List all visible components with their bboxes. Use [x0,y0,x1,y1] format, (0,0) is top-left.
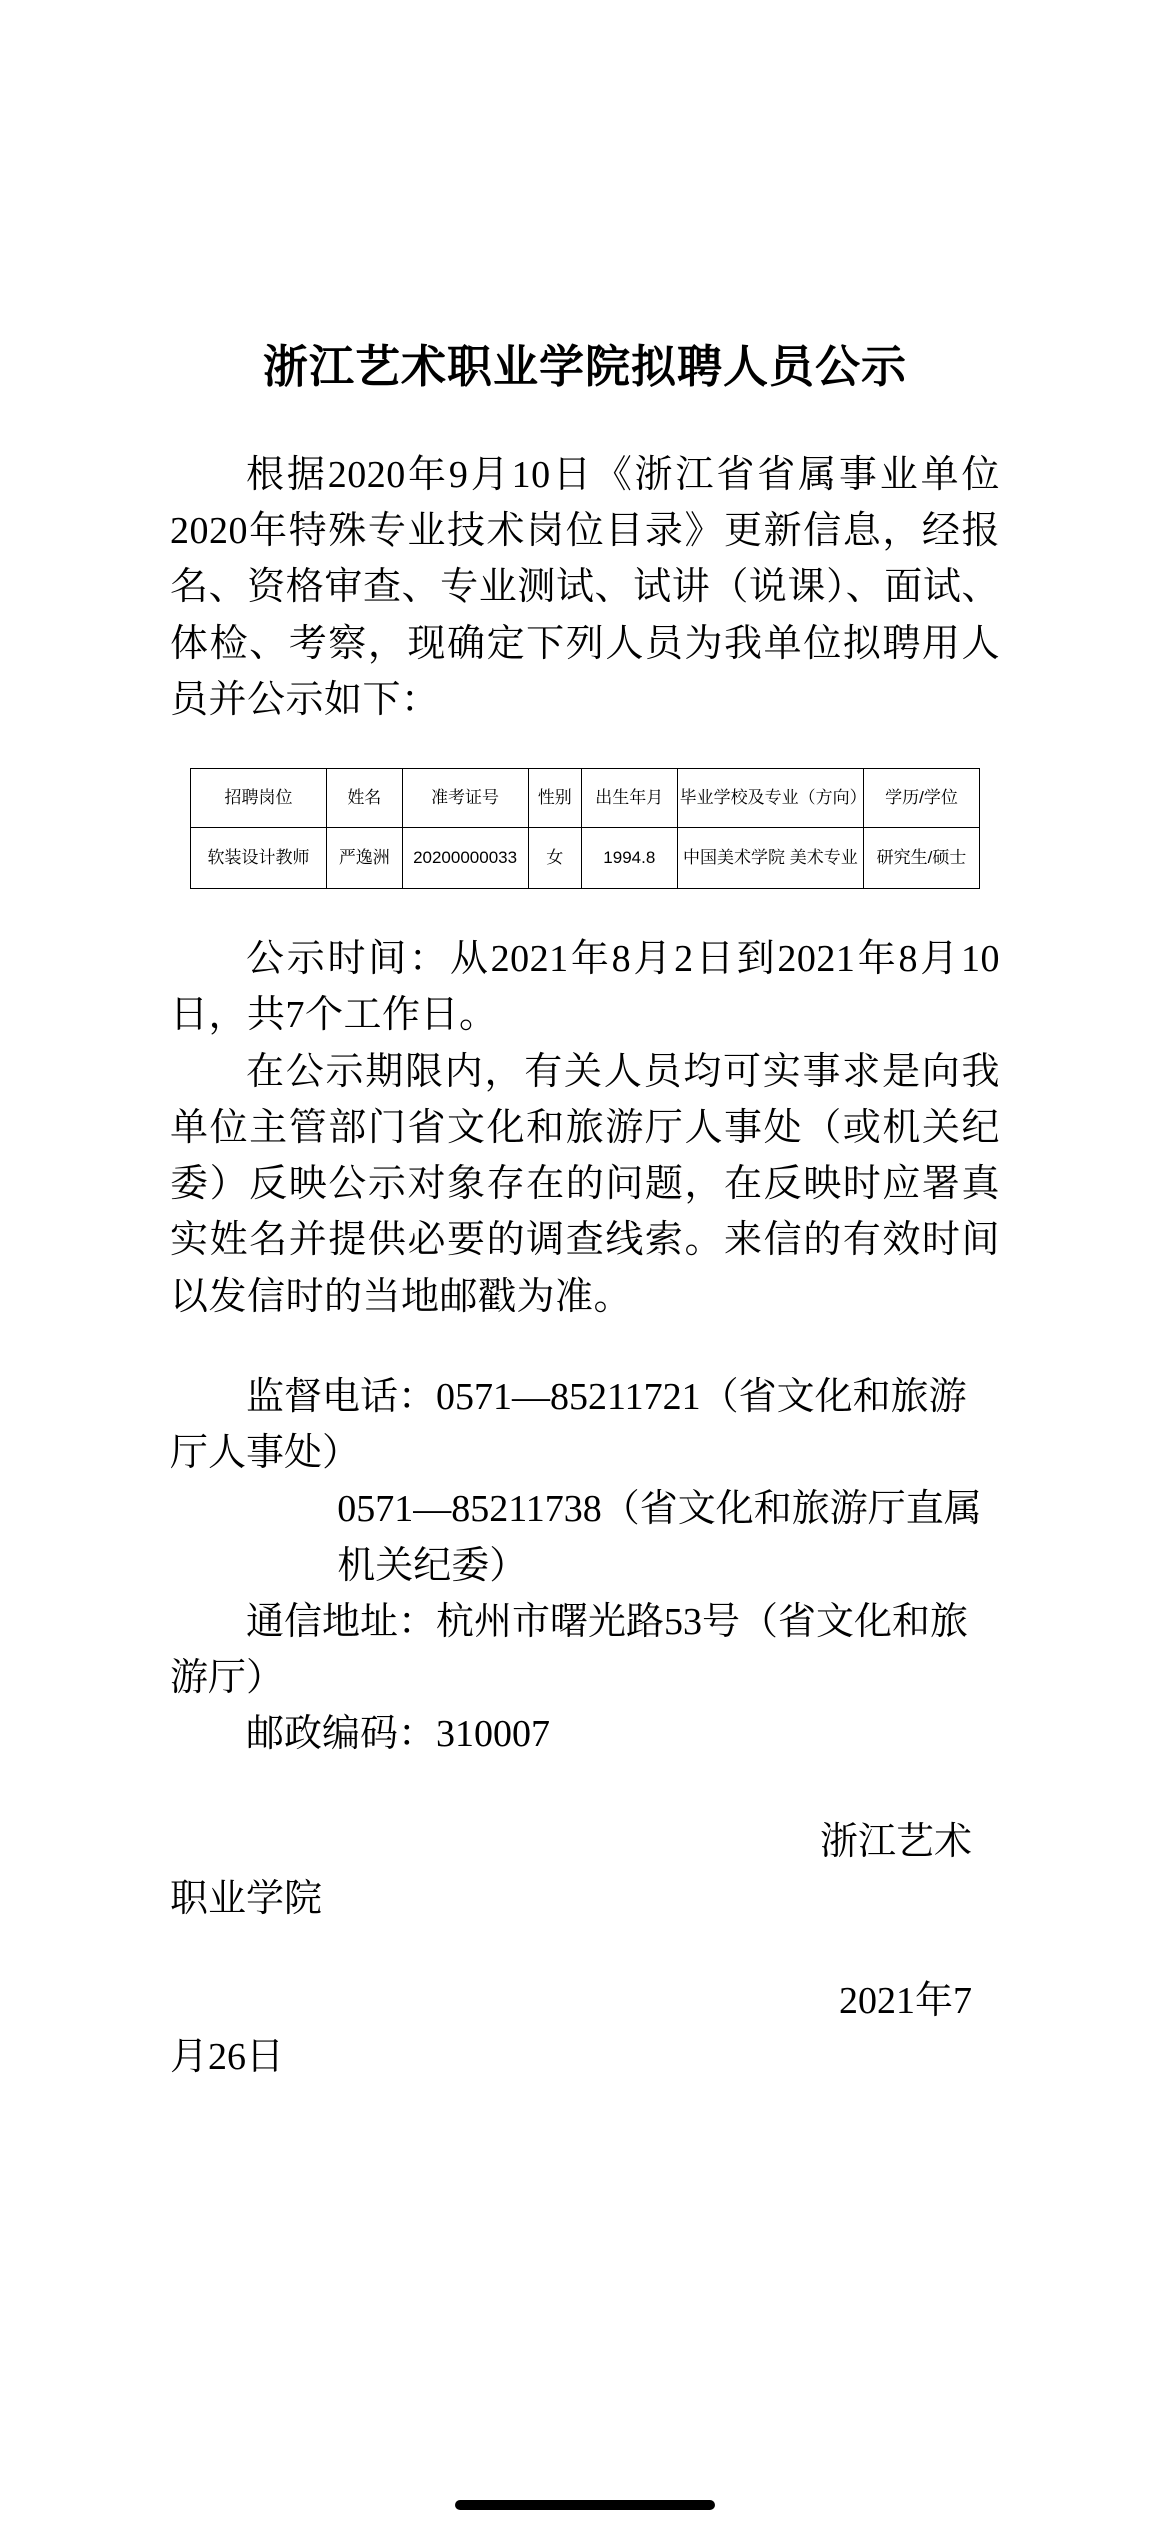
cell-birth: 1994.8 [581,828,677,889]
intro-paragraph-block [170,447,1000,728]
table-header-birth: 出生年月 [581,769,677,828]
candidate-table-wrapper [170,768,1000,889]
home-indicator [455,2500,715,2510]
candidate-table [190,768,980,889]
signature-line-1: 浙江艺术 [819,1821,972,1864]
cell-sex: 女 [528,828,581,889]
feedback-paragraph: 在公示期限内，有关人员均可实事求是向我单位主管部门省文化和旅游厅人事处（或机关纪委）反映公示对象存在的问题，在反映时应署真实姓名并提供必要的调查线索。来信的有效时间以发信时的当地邮戳为准。 [170,1050,1000,1318]
contact-block [170,1369,1000,1763]
cell-name: 严逸洲 [327,828,403,889]
table-header-sex: 性别 [528,769,581,828]
table-header-row [191,769,980,828]
mailing-address: 通信地址：杭州市曙光路53号（省文化和旅游厅） [170,1600,969,1699]
notice-section [170,931,1000,1325]
cell-post: 软装设计教师 [191,828,327,889]
table-header-school: 毕业学校及专业（方向） [677,769,863,828]
table-header-name: 姓名 [327,769,403,828]
publicity-period-paragraph: 公示时间：从2021年8月2日到2021年8月10日，共7个工作日。 [170,938,1000,1037]
table-header-degree: 学历/学位 [864,769,980,828]
page-title: 浙江艺术职业学院拟聘人员公示 [262,341,907,392]
cell-school: 中国美术学院 美术专业 [677,828,863,889]
date-line-1: 2021年7 [838,1979,972,2022]
table-header-post: 招聘岗位 [191,769,327,828]
postal-code: 邮政编码：310007 [246,1713,551,1756]
signature-block [170,1814,1000,1926]
cell-ticket: 20200000033 [402,828,528,889]
signature-line-2: 职业学院 [170,1877,323,1920]
supervise-phone-1: 监督电话：0571—85211721（省文化和旅游厅人事处） [170,1375,967,1475]
cell-degree: 研究生/硕士 [864,828,980,889]
table-header-ticket: 准考证号 [402,769,528,828]
supervise-phone-2: 0571—85211738（省文化和旅游厅直属机关纪委） [337,1488,982,1587]
intro-paragraph: 根据2020年9月10日《浙江省省属事业单位2020年特殊专业技术岗位目录》更新信息，经报名、资格审查、专业测试、试讲（说课）、面试、体检、考察，现确定下列人员为我单位拟聘用人员并公示如下： [170,454,1000,721]
date-block [170,1973,1000,2085]
date-line-2: 月26日 [170,2036,285,2079]
table-row [191,828,980,889]
